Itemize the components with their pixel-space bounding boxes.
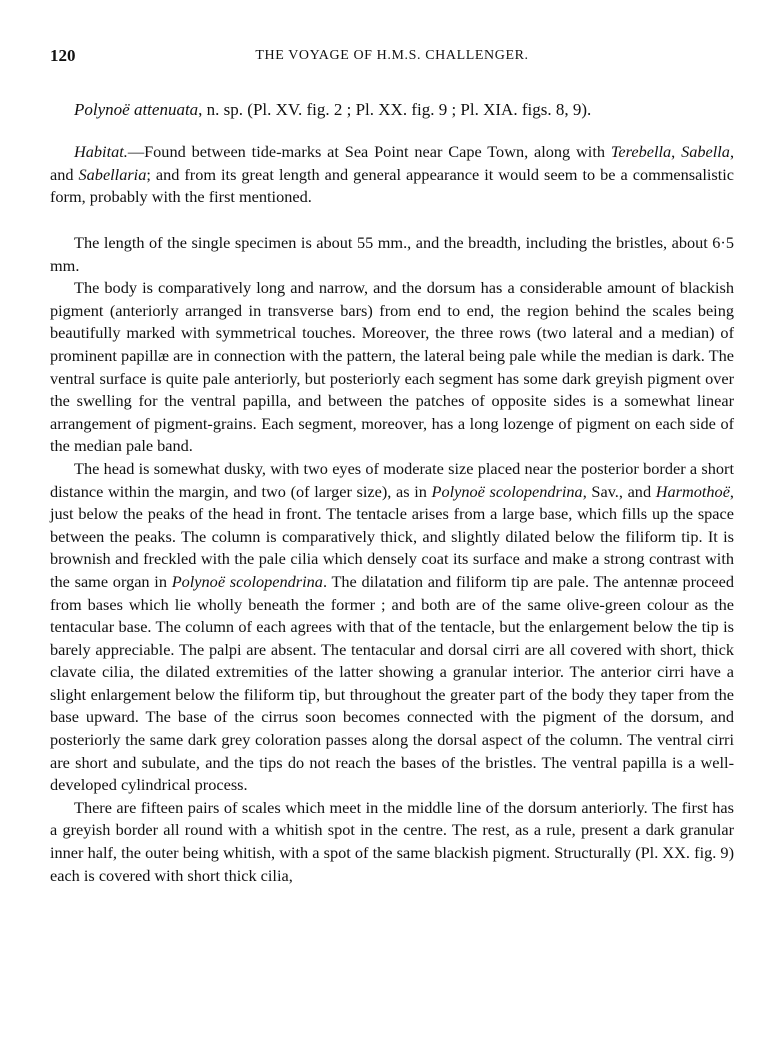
- habitat-text: —Found between tide-marks at Sea Point near Cape Town, along with: [127, 142, 611, 161]
- genus-ref: Harmothoë: [655, 481, 730, 501]
- text-run: , Sav., and: [582, 481, 656, 501]
- body-text: [50, 232, 734, 887]
- running-title: THE VOYAGE OF H.M.S. CHALLENGER.: [255, 48, 529, 63]
- text-run: , just below the peaks of the head in front. The tentacle arises from a large base, which fills up the space between the peaks. The column is comparatively thick, and slightly dilated below the filiform tip. It is brownish and freckled with the pale cilia which densely coat its surface and make a strong contrast with the same organ in: [50, 481, 734, 591]
- paragraph-length: The length of the single specimen is about 55 mm., and the breadth, including the bristles, about 6·5 mm.: [50, 233, 734, 275]
- species-ref: Polynoë scolopendrina: [171, 571, 323, 591]
- separator: , and: [50, 142, 735, 184]
- text-run: The head is somewhat dusky, with two eyes of moderate size placed near the posterior border a short distance within the margin, and two (of larger size), as in: [50, 458, 734, 501]
- paragraph-scales: There are fifteen pairs of scales which meet in the middle line of the dorsum anteriorly. The first has a greyish border all round with a whitish spot in the centre. The rest, as a rule, present a dark granular inner half, the outer being whitish, with a spot of the same blackish pigment. Structurally (Pl. XX. fig. 9) each is covered with short thick cilia,: [50, 797, 734, 885]
- page-number: 120: [50, 46, 76, 65]
- habitat-paragraph: [50, 141, 734, 209]
- genus-name: Sabellaria: [78, 164, 147, 184]
- genus-name: Sabella: [681, 142, 730, 161]
- species-plates: , n. sp. (Pl. XV. fig. 2 ; Pl. XX. fig. 9 ; Pl. XIA. figs. 8, 9).: [198, 100, 592, 119]
- separator: ,: [671, 142, 682, 161]
- paragraph-head: [50, 458, 734, 797]
- habitat-text: ; and from its great length and general appearance it would seem to be a commensalistic form, probably with the first mentioned.: [50, 164, 734, 207]
- page-header: [50, 46, 734, 70]
- species-name: Polynoë attenuata: [74, 100, 199, 119]
- genus-name: Terebella: [610, 142, 672, 161]
- species-heading: [74, 100, 591, 120]
- text-run: . The dilatation and filiform tip are pale. The antennæ proceed from bases which lie wholly beneath the former ; and both are of the same olive-green colour as the tentacular base. The column of each agrees with that of the tentacle, but the enlargement below the tip is barely appreciable. The palpi are absent. The tentacular and dorsal cirri are all covered with short, thick clavate cilia, the dilated extremities of the latter showing a granular interior. The anterior cirri have a slight enlargement below the filiform tip, but throughout the greater part of the body they taper from the base upward. The base of the cirrus soon becomes connected with the pigment of the dorsum, and posteriorly the same dark grey coloration passes along the dorsal aspect of the column. The ventral cirri are short and subulate, and the tips do not reach the bases of the bristles. The ventral papilla is a well-developed cylindrical process.: [50, 571, 734, 795]
- species-ref: Polynoë scolopendrina: [431, 481, 583, 501]
- paragraph-body: The body is comparatively long and narrow, and the dorsum has a considerable amount of blackish pigment (anteriorly arranged in transverse bars) from end to end, the region behind the scales being beautifully marked with symmetrical touches. Moreover, the three rows (two lateral and a median) of prominent papillæ are in connection with the pattern, the lateral being pale while the median is dark. The ventral surface is quite pale anteriorly, but posteriorly each segment has some dark greyish pigment over the swelling for the ventral papilla, and between the patches of opposite sides is a somewhat linear arrangement of pigment-grains. Each segment, moreover, has a long lozenge of pigment on each side of the median pale band.: [50, 278, 734, 456]
- habitat-label: Habitat.: [74, 142, 128, 161]
